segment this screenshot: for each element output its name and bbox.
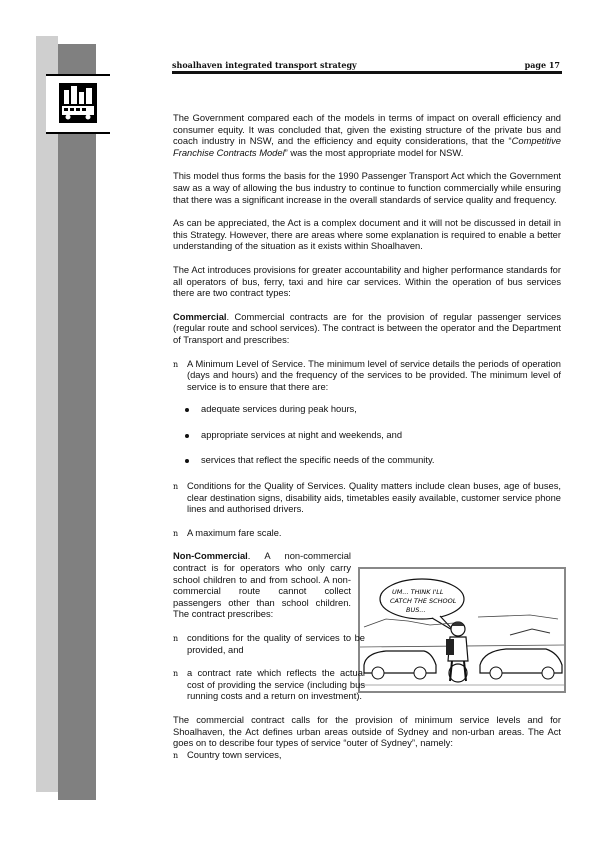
bullet-dot-icon bbox=[185, 408, 189, 412]
cartoon-drawing bbox=[360, 569, 564, 691]
list-marker: n bbox=[173, 669, 179, 679]
speech-line: CATCH THE SCHOOL bbox=[390, 597, 457, 606]
list-marker: n bbox=[173, 528, 179, 538]
margin-band-dark bbox=[58, 44, 96, 800]
paragraph: This model thus forms the basis for the 1990 Passenger Transport Act which the Government saw as a way of allowing the bus industry to continue to function commercially while ensuring that there was a significant increase in the overall standards of service quality and frequency. bbox=[173, 171, 561, 205]
list-marker: n bbox=[173, 634, 179, 643]
paragraph: The Government compared each of the models in terms of impact on overall efficiency and consumer equity. It was concluded that, given the existing structure of the private bus and coach industry in NSW, and the efficiency and equity considerations, that the “Competitive Franchise Contracts Model” was the most appropriate model for NSW. bbox=[173, 113, 561, 158]
noncommercial-section bbox=[173, 551, 561, 703]
list-item bbox=[173, 668, 365, 703]
noncommercial-paragraph bbox=[173, 551, 351, 621]
list-item bbox=[173, 633, 365, 656]
page-header bbox=[172, 58, 560, 72]
city-bus-icon bbox=[58, 82, 98, 124]
paragraph: The Act introduces provisions for greater accountability and higher performance standards for all operators of bus, ferry, taxi and hire car services. Within the operation of bus services there are two contract types: bbox=[173, 264, 561, 299]
noncommercial-heading: Non-Commercial bbox=[173, 551, 248, 562]
list-item bbox=[173, 481, 561, 516]
bullet-item: adequate services during peak hours, bbox=[173, 404, 561, 416]
list-item-text: conditions for the quality of services to be provided, and bbox=[187, 633, 365, 655]
commercial-heading: Commercial bbox=[173, 311, 227, 322]
commercial-text: . Commercial contracts are for the provision of regular passenger services (regular route and school services). The contract is between the operator and the Department of Transport and prescribes: bbox=[173, 311, 561, 345]
noncommercial-text: . A non-commercial contract is for operators who only carry school children to and from school. A non-commercial route cannot collect passengers other than school children. The contract prescribes: bbox=[173, 551, 351, 620]
list-item bbox=[173, 750, 561, 762]
list-marker: n bbox=[173, 482, 179, 492]
speech-line: BUS... bbox=[406, 606, 426, 615]
list-marker: n bbox=[173, 750, 179, 760]
paragraph: The commercial contract calls for the provision of minimum service levels and for Shoalhaven, the Act defines urban areas outside of Sydney and non-urban areas. The Act goes on to describe four types of service “outer of Sydney”, namely: bbox=[173, 714, 561, 749]
bullet-dot-icon bbox=[185, 434, 189, 438]
document-title: shoalhaven integrated transport strategy bbox=[172, 60, 357, 70]
bullet-dot-icon bbox=[185, 459, 189, 463]
paragraph: As can be appreciated, the Act is a complex document and it will not be discussed in detail in this Strategy. However, there are areas where some explanation is required to enable a better understanding of the situation as it exists within Shoalhaven. bbox=[173, 218, 561, 252]
commercial-paragraph bbox=[173, 312, 561, 347]
header-rule bbox=[172, 71, 562, 74]
section-icon-box bbox=[46, 74, 110, 134]
bullet-item: services that reflect the specific needs of the community. bbox=[173, 455, 561, 467]
list-item bbox=[173, 528, 561, 540]
model-name: Competitive Franchise Contracts Model bbox=[173, 136, 561, 158]
list-item-text: a contract rate which reflects the actual cost of providing the service (including bus running costs and a return on investment). bbox=[187, 668, 365, 702]
list-item-text: A maximum fare scale. bbox=[187, 527, 282, 538]
speech-line: UM... THINK I'LL bbox=[392, 588, 444, 597]
margin-band-light bbox=[36, 36, 58, 792]
list-item bbox=[173, 359, 561, 394]
page-number: page 17 bbox=[524, 60, 560, 70]
list-marker: n bbox=[173, 359, 179, 369]
body-text bbox=[173, 113, 561, 761]
list-item-text: A Minimum Level of Service. The minimum level of service details the periods of operation (days and hours) and the frequency of the services to be provided. The minimum level of service is to ensure that there are: bbox=[187, 358, 561, 392]
bullet-item: appropriate services at night and weekends, and bbox=[173, 430, 561, 442]
list-item-text: Country town services, bbox=[187, 749, 282, 760]
list-item-text: Conditions for the Quality of Services. Quality matters include clean buses, age of buses, clear destination signs, disability aids, timetables easily available, customer service phone lines and authorised drivers. bbox=[187, 481, 561, 515]
cartoon-illustration bbox=[358, 567, 566, 693]
